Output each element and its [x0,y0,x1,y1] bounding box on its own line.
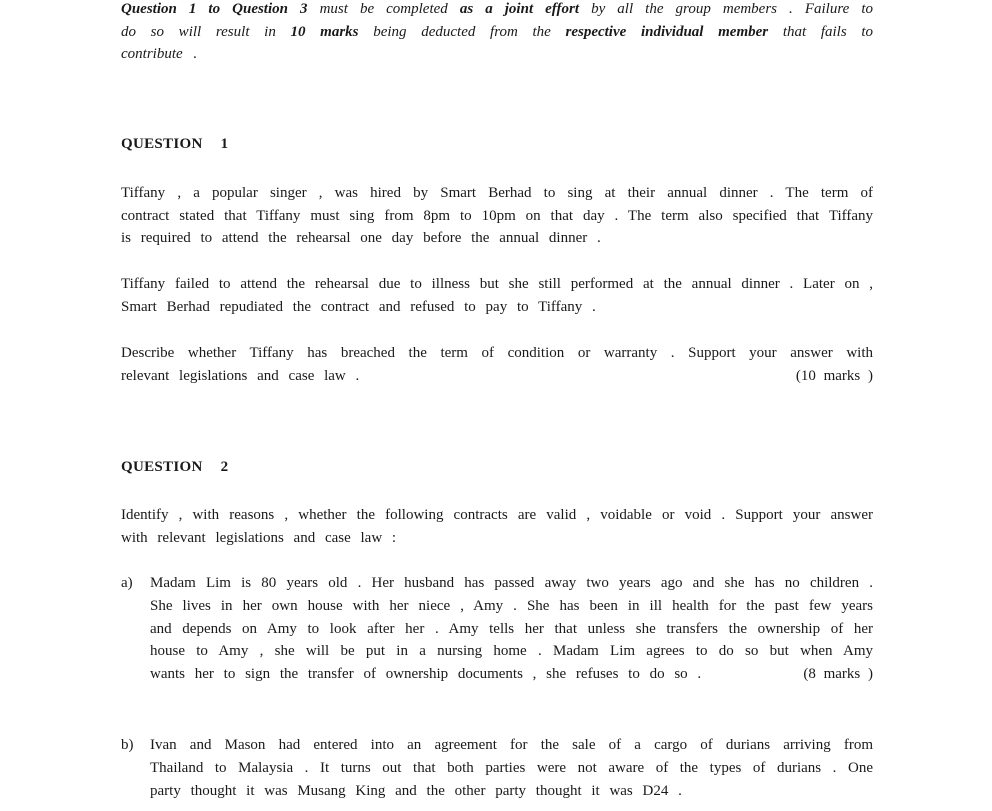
question-2-part-b [121,734,873,802]
question-range: Question 1 to Question 3 [121,1,308,17]
part-a-body [150,572,873,686]
respective-member-emphasis: respective individual member [565,23,769,40]
question-2-part-a [121,572,873,686]
joint-effort-emphasis: as a joint effort [459,1,580,17]
part-a-marks: (8 marks ) [803,666,873,683]
question-1-paragraph-2: Tiffany failed to attend the rehearsal due to illness but she still performed at the annual dinner . Later on , Smart Berhad repudiated the contract and refused to pay to Tiffany . [121,276,873,315]
instruction-text-1: must be completed [307,1,460,17]
group-instructions [121,0,873,66]
part-b-text: Ivan and Mason had entered into an agreement for the sale of a cargo of durians arriving from Thailand to Malaysia . It turns out that both parties were not aware of the types of durians . One party thought it was Musang King and the other party thought it was D24 . [150,737,873,799]
instruction-text-3: being deducted from the [358,23,566,40]
deduction-marks: 10 marks [290,23,359,40]
question-1-marks: (10 marks ) [795,367,873,384]
question-1-heading: QUESTION 1 [121,136,229,152]
question-1-paragraph-1: Tiffany , a popular singer , was hired by Smart Berhad to sing at their annual dinner . The term of contract stated that Tiffany must sing from 8pm to 10pm on that day . The term also specified that Tiffany is required to attend the rehearsal one day before the annual dinner . [121,185,873,246]
part-a-text: Madam Lim is 80 years old . Her husband has passed away two years ago and she has no children . She lives in her own house with her niece , Amy . She has been in ill health for the past few years and depends on Amy to look after her . Amy tells her that unless she transfers the ownership of her house to Amy , she will be put in a nursing home . Madam Lim agrees to do so but when Amy wants her to sign the transfer of ownership documents , she refuses to do so . [150,575,873,683]
question-1-task [121,342,873,387]
question-1-task-text: Describe whether Tiffany has breached the term of condition or warranty . Support your answer with relevant legislations and case law . [121,345,873,384]
question-2-heading: QUESTION 2 [121,459,229,475]
question-2-intro: Identify , with reasons , whether the following contracts are valid , voidable or void . Support your answer with relevant legislations and case law : [121,507,873,546]
instruction-text-4: that fails to contribute . [121,23,874,62]
instruction-text-2: by all the group members . Failure to do so will result in [121,1,873,40]
part-b-label: b) [121,737,134,753]
part-a-label: a) [121,575,133,591]
